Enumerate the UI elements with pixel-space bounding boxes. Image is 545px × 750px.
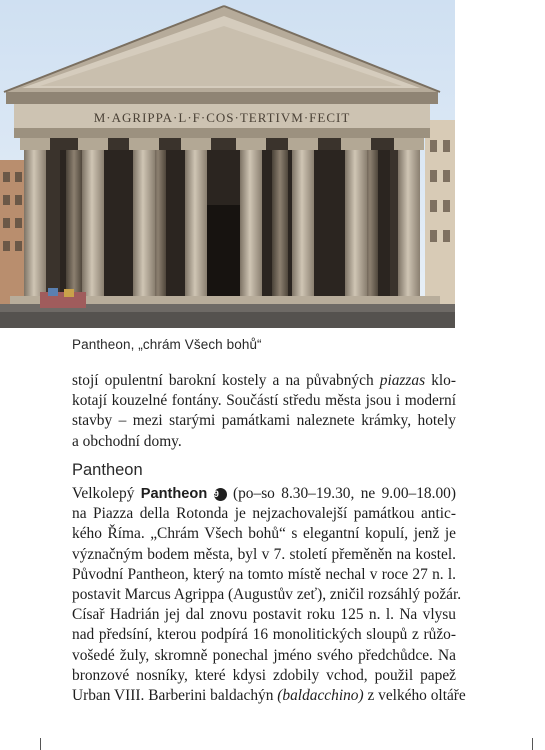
photo-caption: Pantheon, „chrám Všech bohů“ (72, 337, 262, 352)
text-line: kého Říma. „Chrám Všech bohů“ s elegantní kopulí, jenž je (72, 525, 456, 543)
italic-term: piazzas (379, 372, 426, 389)
text-line: stojí opulentní barokní kostely a na půvabných piazzas klo- (72, 372, 456, 389)
text-line: Císař Hadrián jej dal znovu postavit roku 125 n. l. Na vlysu (72, 606, 456, 624)
text-line: stavby – mezi starými památkami naleznete krámky, hotely (72, 412, 456, 430)
section-heading: Pantheon (72, 461, 143, 479)
text-line: na Piazza della Rotonda je nejzachovalejší památkou antic- (72, 505, 456, 523)
text-line: vošedé žuly, skromně ponechal jméno svého předchůdce. Na (72, 646, 456, 664)
text-line: Urban VIII. Barberini baldachýn (baldacchino) z velkého oltáře (72, 687, 466, 705)
text-line: postavit Marcus Agrippa (Augustův zeť), zničil rozsáhlý požár. (72, 586, 462, 604)
crop-mark (532, 738, 533, 750)
crop-mark (40, 738, 41, 750)
pantheon-photo (0, 0, 455, 328)
text-line: Velkolepý Pantheon 9 (po–so 8.30–19.30, ne 9.00–18.00) (72, 485, 456, 502)
intro-paragraph (72, 371, 456, 452)
text-line: bronzové nosníky, které kdysi zdobily vchod, použil papež (72, 666, 456, 684)
text-line: nad předsíní, kterou podpírá 16 monolitických sloupů z růžo- (72, 626, 456, 644)
italic-term: (baldacchino) (277, 687, 364, 705)
bold-term: Pantheon (140, 486, 208, 502)
text-line: Původní Pantheon, který na tomto místě nechal v roce 27 n. l. (72, 565, 456, 583)
inscription: M·AGRIPPA·L·F·COS·TERTIVM·FECIT (93, 110, 351, 125)
text-line: kotají kouzelné fontány. Součástí středu města jsou i moderní (72, 392, 456, 410)
text-line: význačným bodem města, byl v 7. století přeměněn na kostel. (72, 545, 456, 563)
text-line: a obchodní domy. (72, 432, 182, 450)
map-number-marker: 9 (214, 488, 227, 501)
pantheon-paragraph (72, 484, 466, 706)
